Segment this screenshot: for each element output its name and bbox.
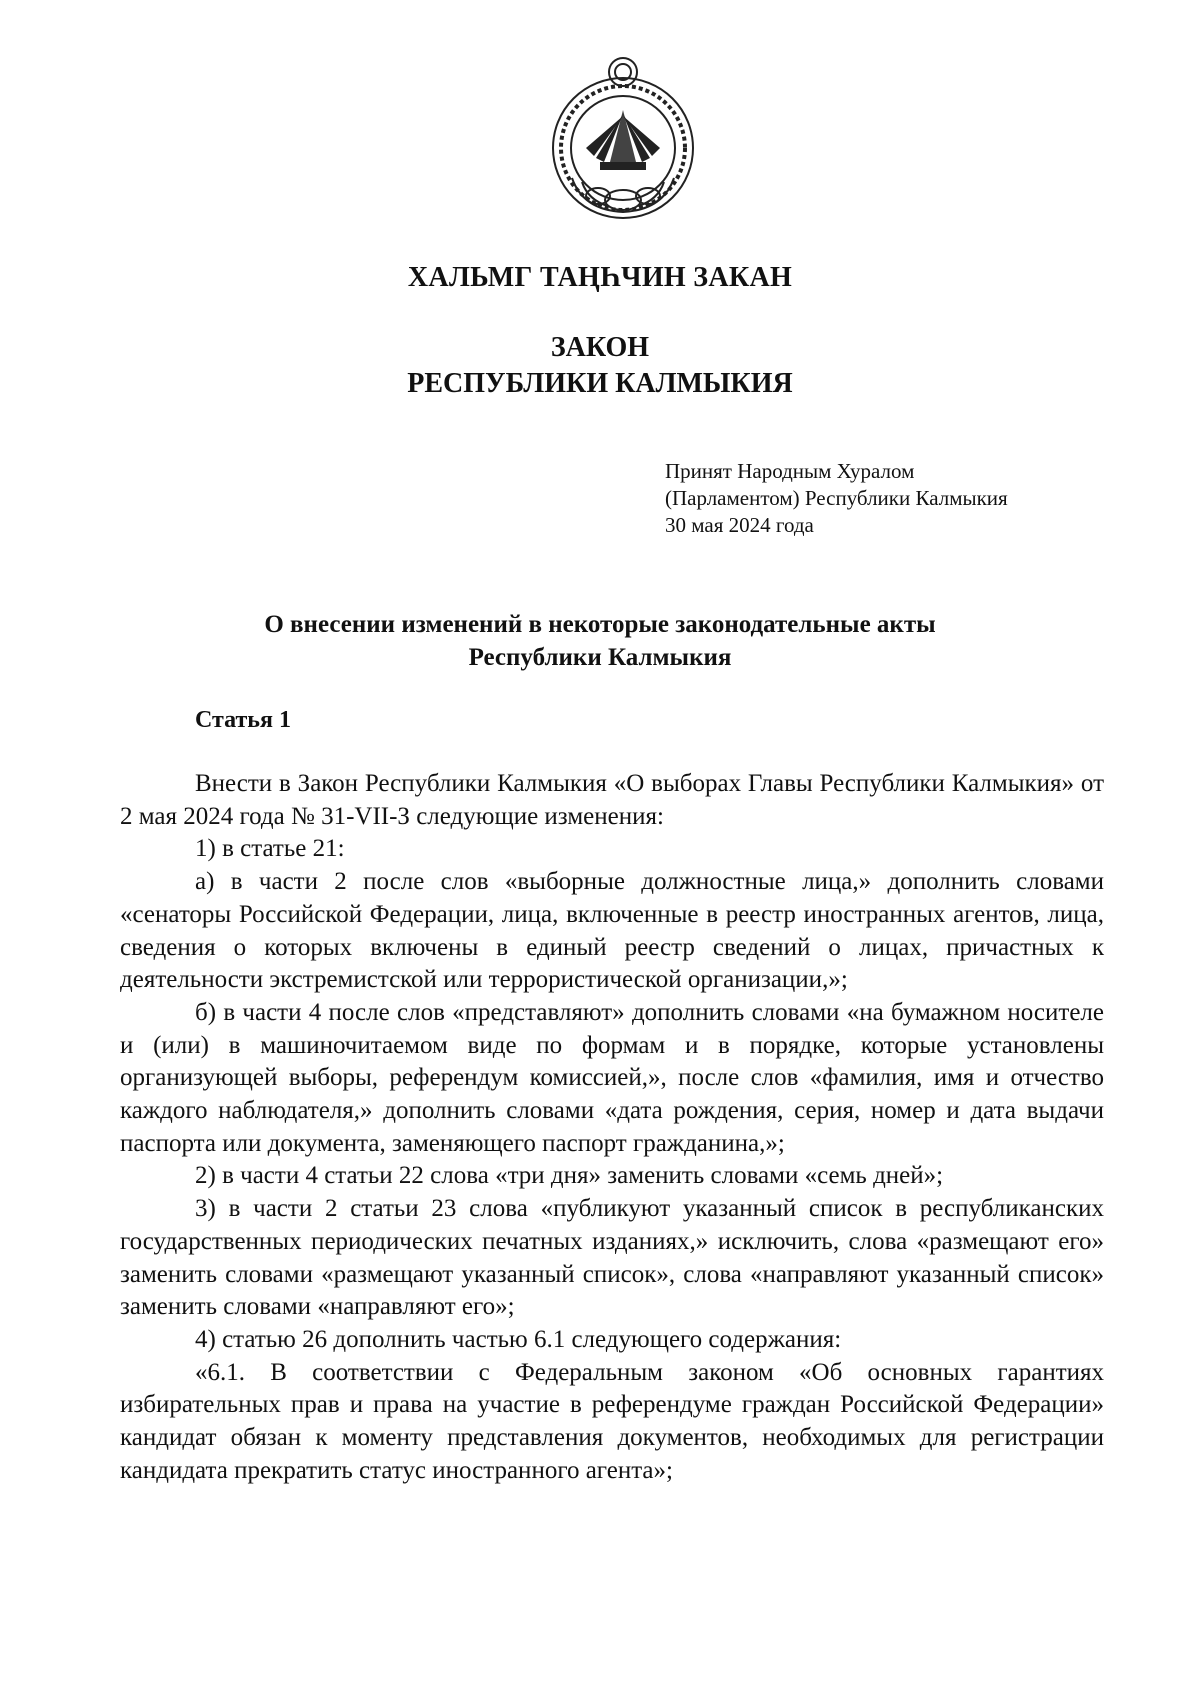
paragraph: 1) в статье 21: [195, 835, 345, 863]
paragraph: а) в части 2 после слов «выборные должностные лица,» дополнить словами «сенаторы Российской Федерации, лица, включенные в реестр иностранных агентов, лица, сведения о которых включены в единый реестр сведений о лицах, причастных к деятельности экстремистской или террористической организации,»; [120, 868, 1104, 994]
title-law-line2: РЕСПУБЛИКИ КАЛМЫКИЯ [407, 368, 793, 399]
paragraph: «6.1. В соответствии с Федеральным законом «Об основных гарантиях избирательных прав и права на участие в референдуме граждан Российской Федерации» кандидат обязан к моменту представления документов, необходимых для регистрации кандидата прекратить статус иностранного агента»; [120, 1358, 1104, 1484]
coat-of-arms-emblem-icon [538, 50, 708, 222]
paragraph: б) в части 4 после слов «представляют» дополнить словами «на бумажном носителе и (или) в машиночитаемом виде по формам и в порядке, которые установлены организующей выборы, референдум комиссией,», после слов «фамилия, имя и отчество каждого наблюдателя,» дополнить словами «дата рождения, серия, номер и дата выдачи паспорта или документа, заменяющего паспорт гражданина,»; [120, 998, 1104, 1157]
paragraph: 3) в части 2 статьи 23 слова «публикуют указанный список в республиканских государственных периодических печатных изданиях,» исключить, слова «размещают его» заменить словами «размещают указанный список», слова «направляют указанный список» заменить словами «направляют его»; [120, 1195, 1104, 1321]
document-title-line1: О внесении изменений в некоторые законодательные акты [264, 611, 936, 638]
paragraph: 2) в части 4 статьи 22 слова «три дня» заменить словами «семь дней»; [195, 1162, 944, 1190]
article-body [120, 768, 1104, 1487]
adoption-note [665, 458, 1008, 539]
article-heading: Статья 1 [195, 707, 291, 733]
document-title-line2: Республики Калмыкия [468, 644, 732, 671]
document-title [0, 608, 1200, 674]
adoption-line1: Принят Народным Хуралом [665, 459, 915, 483]
title-kalmyk: ХАЛЬМГ ТАҢҺЧИН ЗАКАН [407, 262, 793, 293]
title-law [0, 330, 1200, 402]
adoption-line2: (Парламентом) Республики Калмыкия [665, 486, 1008, 510]
title-law-line1: ЗАКОН [550, 332, 650, 363]
adoption-date: 30 мая 2024 года [665, 513, 814, 537]
paragraph: 4) статью 26 дополнить частью 6.1 следующего содержания: [195, 1325, 842, 1353]
paragraph: Внести в Закон Республики Калмыкия «О выборах Главы Республики Калмыкия» от 2 мая 2024 года № 31-VII-З следующие изменения: [120, 770, 1104, 830]
